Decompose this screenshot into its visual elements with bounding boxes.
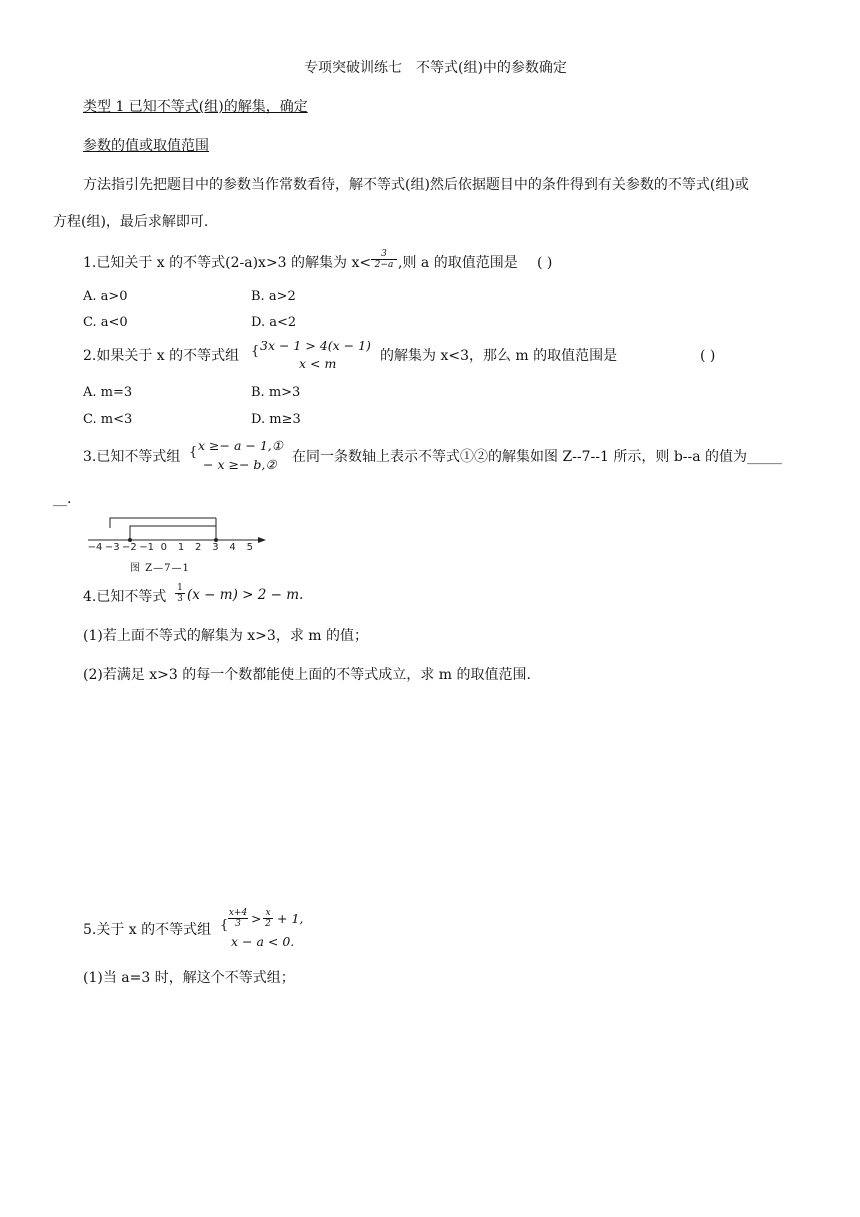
q1-fraction-denominator: 2−a (371, 259, 397, 270)
tick-label: −4 (87, 542, 103, 553)
q5-plus-one: + 1, (277, 911, 304, 926)
axis-arrow-icon (258, 537, 266, 543)
q4-part-1: (1)若上面不等式的解集为 x>3，求 m 的值； (83, 628, 368, 644)
q2-inequality-1: 3x − 1 > 4(x − 1) (260, 338, 371, 353)
tick-label: 1 (177, 542, 185, 553)
q1-fraction-numerator: 3 (381, 249, 387, 259)
q4-part-2: (2)若满足 x>3 的每一个数都能使上面的不等式成立，求 m 的取值范围. (83, 667, 531, 683)
q5-fraction-2 (263, 908, 273, 929)
q1-stem: 1.已知关于 x 的不等式(2-a)x>3 的解集为 x< (83, 255, 372, 271)
q3-stem-blank: __. (53, 491, 72, 507)
q2-stem: 2.如果关于 x 的不等式组 (83, 348, 240, 364)
tick-label: −1 (139, 542, 154, 553)
figure-caption: 图 Z—7—1 (130, 563, 190, 574)
q5-fraction-1 (228, 908, 248, 929)
section-heading-line1: 类型 1 已知不等式(组)的解集，确定 (83, 99, 308, 115)
q3-inequality-1: x ≥− a − 1,① (198, 438, 283, 453)
solution-bracket-2 (130, 526, 176, 540)
tick-label: 2 (195, 542, 202, 553)
q1-fraction (371, 249, 397, 270)
q4-fraction-denominator: 3 (175, 593, 185, 604)
q5-brace: { (220, 918, 229, 933)
method-line1: 方法指引先把题目中的参数当作常数看待，解不等式(组)然后依据题目中的条件得到有关参数的不等式(组)或 (83, 177, 749, 193)
tick-label: 5 (246, 542, 253, 553)
q2-brace: { (251, 344, 260, 359)
q5-stem: 5.关于 x 的不等式组 (83, 922, 212, 938)
page-title: 专项突破训练七 不等式(组)中的参数确定 (304, 60, 567, 76)
q2-option-b: B. m>3 (251, 385, 301, 400)
q2-stem-tail: 的解集为 x<3，那么 m 的取值范围是 (380, 348, 618, 364)
q2-option-d: D. m≥3 (251, 412, 301, 427)
tick-label: 3 (212, 542, 219, 553)
q4-fraction-numerator: 1 (177, 583, 183, 593)
q5-part-1: (1)当 a=3 时，解这个不等式组； (83, 970, 295, 986)
q3-inequality-2: − x ≥− b,② (203, 457, 277, 472)
q1-option-d: D. a<2 (251, 315, 297, 330)
q5-fraction-2-denominator: 2 (263, 918, 273, 929)
q2-option-a: A. m=3 (83, 385, 133, 400)
tick-label: 0 (160, 542, 167, 553)
method-line2: 方程(组)，最后求解即可. (53, 214, 209, 230)
q2-option-c: C. m<3 (83, 412, 133, 427)
q2-answer-paren: ( ) (700, 348, 716, 364)
tick-label: 4 (229, 542, 236, 553)
q5-fraction-2-numerator: x (265, 908, 271, 918)
q1-option-c: C. a<0 (83, 315, 128, 330)
q4-fraction (175, 583, 185, 604)
q5-fraction-1-numerator: x+4 (228, 908, 248, 918)
q1-stem-tail: ,则 a 的取值范围是 (398, 255, 518, 271)
tick-label: −2 (122, 542, 137, 553)
q5-inequality-2: x − a < 0. (231, 934, 295, 949)
q5-greater-than: > (251, 911, 262, 926)
q3-brace: { (189, 445, 198, 460)
q5-fraction-1-denominator: 3 (228, 918, 248, 929)
q4-stem: 4.已知不等式 (83, 589, 167, 605)
q3-stem: 3.已知不等式组 (83, 449, 181, 465)
q1-option-a: A. a>0 (83, 289, 128, 304)
tick-label: −3 (104, 542, 120, 553)
section-heading-line2: 参数的值或取值范围 (83, 138, 209, 154)
q1-answer-paren: ( ) (537, 255, 553, 271)
q1-option-b: B. a>2 (251, 289, 296, 304)
q2-inequality-2: x < m (299, 356, 337, 371)
q4-expression: (x − m) > 2 − m. (187, 587, 304, 603)
q3-stem-tail: 在同一条数轴上表示不等式①②的解集如图 Z--7--1 所示，则 b--a 的值为_____ (292, 449, 783, 465)
